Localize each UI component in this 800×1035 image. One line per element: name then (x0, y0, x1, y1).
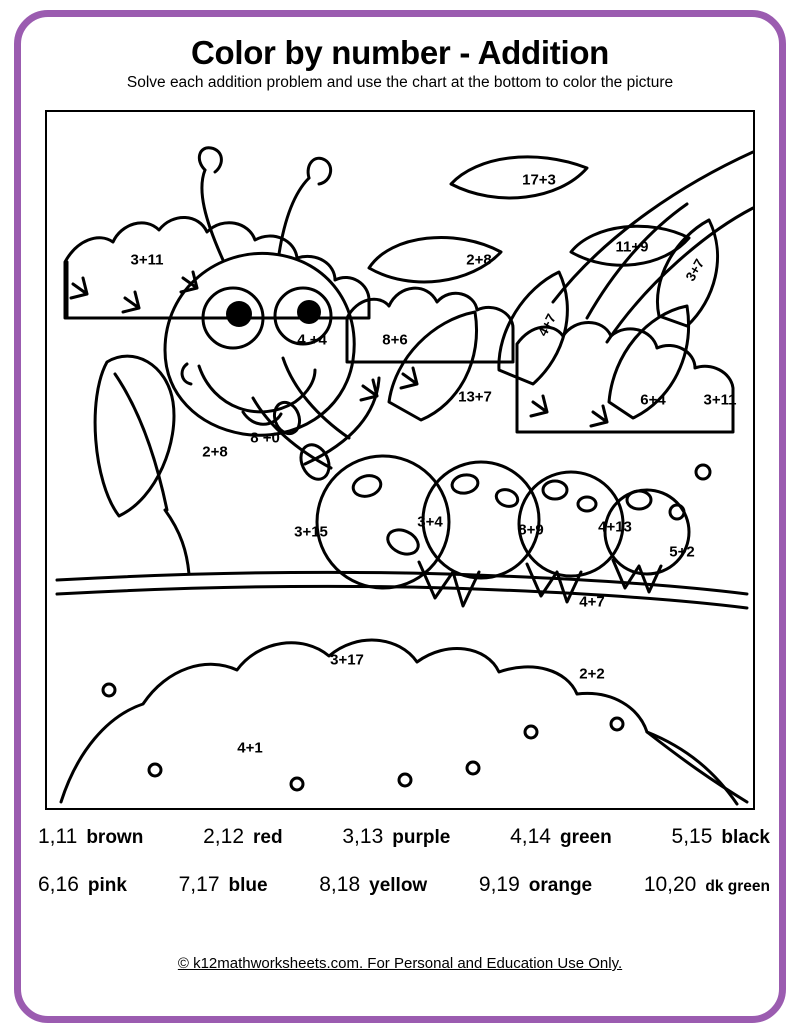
color-key-item (38, 825, 143, 849)
problem-label: 6+4 (640, 391, 666, 409)
footer-credit: © k12mathworksheets.com. For Personal and Education Use Only. (177, 955, 623, 972)
color-key-row (34, 825, 774, 873)
color-key-item (510, 825, 612, 849)
color-key-numbers: 5,15 (671, 825, 713, 848)
color-key-color: black (721, 827, 770, 848)
color-key-item (342, 825, 450, 849)
problem-label: 4+7 (579, 593, 605, 611)
color-key-color: blue (228, 875, 268, 896)
problem-label: 2+8 (466, 251, 492, 269)
problem-label: 11+9 (615, 238, 649, 256)
color-key-item (203, 825, 282, 849)
color-key-numbers: 7,17 (178, 873, 220, 896)
problem-label: 3+11 (130, 251, 164, 269)
color-key-color: dk green (705, 878, 770, 895)
problem-label: 3+7 (682, 256, 708, 284)
color-key-numbers: 6,16 (38, 873, 79, 896)
color-key-color: orange (528, 875, 593, 896)
color-key-color: yellow (369, 875, 428, 896)
caterpillar-scene-drawing (47, 112, 753, 808)
color-key-item (38, 873, 127, 897)
coloring-picture (45, 110, 755, 810)
problem-label: 4+7 (535, 311, 559, 339)
color-key-numbers: 3,13 (342, 825, 384, 848)
problem-label: 3+15 (294, 523, 328, 541)
color-key-color: pink (87, 875, 127, 896)
problem-label: 2+8 (202, 443, 228, 461)
problem-label: 4 +4 (297, 331, 327, 349)
color-key-item (479, 873, 592, 897)
problem-label: 8 +0 (250, 429, 280, 447)
page-subtitle: Solve each addition problem and use the chart at the bottom to color the picture (126, 74, 674, 91)
problem-label: 2+2 (579, 665, 605, 683)
page-title: Color by number - Addition (190, 34, 610, 71)
color-key-color: green (559, 827, 612, 848)
problem-label: 8+6 (382, 331, 408, 349)
problem-label: 13+7 (458, 388, 492, 406)
color-key-item (319, 873, 427, 897)
color-key-numbers: 8,18 (319, 873, 361, 896)
color-key (34, 825, 774, 925)
problem-label: 3+4 (417, 513, 443, 531)
color-key-item (179, 873, 268, 897)
problem-label: 3+17 (330, 651, 364, 669)
problem-label: 4+1 (237, 739, 263, 757)
color-key-numbers: 2,12 (203, 825, 244, 848)
color-key-numbers: 9,19 (478, 873, 520, 896)
color-key-item (644, 873, 770, 897)
problem-label: 3+11 (703, 391, 737, 409)
problem-label: 8+9 (518, 521, 544, 539)
color-key-color: red (253, 827, 283, 848)
color-key-numbers: 1,11 (38, 825, 78, 848)
color-key-color: purple (392, 827, 451, 848)
color-key-numbers: 10,20 (643, 873, 697, 896)
color-key-row (34, 873, 774, 921)
color-key-color: brown (86, 827, 144, 848)
color-key-item (672, 825, 770, 849)
problem-label: 4+13 (598, 518, 632, 536)
color-key-numbers: 4,14 (510, 825, 551, 848)
problem-label: 5+2 (669, 543, 695, 561)
problem-label: 17+3 (522, 171, 556, 189)
